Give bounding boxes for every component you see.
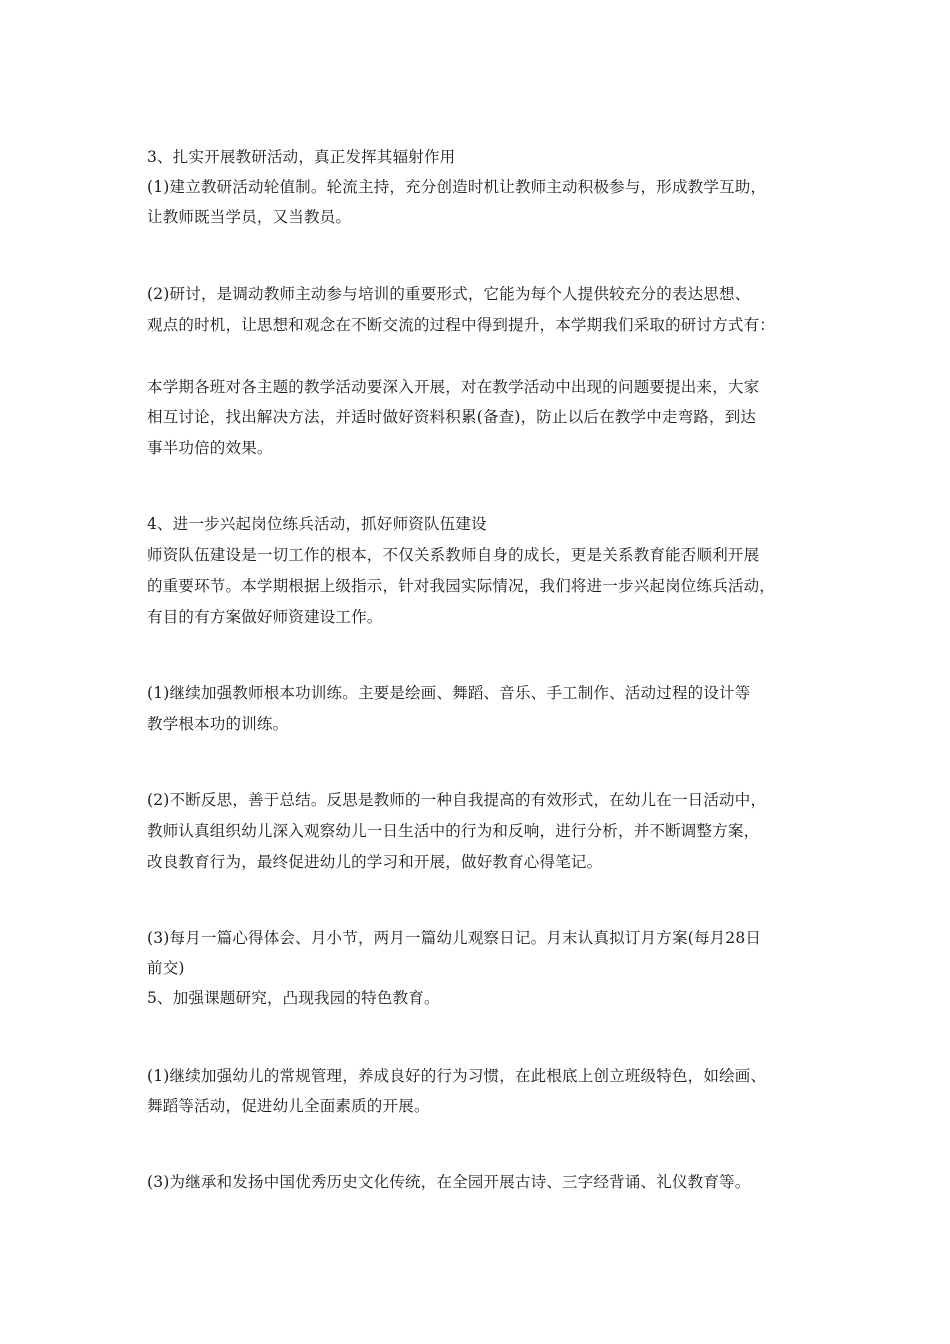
- paragraph-line: 本学期各班对各主题的教学活动要深入开展，对在教学活动中出现的问题要提出来，大家: [147, 378, 760, 396]
- paragraph-line: (3)每月一篇心得体会、月小节，两月一篇幼儿观察日记。月末认真拟订月方案(每月28日: [147, 929, 762, 947]
- paragraph-line: 教学根本功的训练。: [147, 715, 289, 733]
- paragraph-line: 让教师既当学员，又当教员。: [147, 208, 352, 226]
- paragraph-line: (2)不断反思，善于总结。反思是教师的一种自我提高的有效形式，在幼儿在一日活动中，: [147, 791, 767, 809]
- paragraph-line: (2)研讨，是调动教师主动参与培训的重要形式，它能为每个人提供较充分的表达思想、: [147, 285, 751, 303]
- section-heading-5: 5、加强课题研究，凸现我园的特色教育。: [147, 989, 440, 1007]
- paragraph-line: 舞蹈等活动，促进幼儿全面素质的开展。: [147, 1097, 430, 1115]
- paragraph-line: (1)继续加强教师根本功训练。主要是绘画、舞蹈、音乐、手工制作、活动过程的设计等: [147, 684, 751, 702]
- paragraph-line: (3)为继承和发扬中国优秀历史文化传统，在全园开展古诗、三字经背诵、礼仪教育等。: [147, 1173, 751, 1191]
- paragraph-line: 事半功倍的效果。: [147, 439, 273, 457]
- section-heading-3: 3、扎实开展教研活动，真正发挥其辐射作用: [147, 148, 456, 166]
- paragraph-line: 相互讨论，找出解决方法，并适时做好资料积累(备查)，防止以后在教学中走弯路，到达: [147, 408, 757, 426]
- paragraph-line: 有目的有方案做好师资建设工作。: [147, 608, 383, 626]
- section-heading-4: 4、进一步兴起岗位练兵活动，抓好师资队伍建设: [147, 515, 487, 533]
- paragraph-line: 的重要环节。本学期根据上级指示，针对我园实际情况，我们将进一步兴起岗位练兵活动，: [147, 577, 776, 595]
- paragraph-line: (1)建立教研活动轮值制。轮流主持，充分创造时机让教师主动积极参与，形成教学互助，: [147, 178, 767, 196]
- paragraph-line: 前交): [147, 959, 185, 977]
- paragraph-line: 改良教育行为，最终促进幼儿的学习和开展，做好教育心得笔记。: [147, 853, 603, 871]
- paragraph-line: 师资队伍建设是一切工作的根本，不仅关系教师自身的成长，更是关系教育能否顺利开展: [147, 546, 760, 564]
- paragraph-line: 教师认真组织幼儿深入观察幼儿一日生活中的行为和反响，进行分析，并不断调整方案，: [147, 822, 760, 840]
- paragraph-line: (1)继续加强幼儿的常规管理，养成良好的行为习惯，在此根底上创立班级特色，如绘画、: [147, 1067, 767, 1085]
- paragraph-line: 观点的时机，让思想和观念在不断交流的过程中得到提升，本学期我们采取的研讨方式有：: [147, 316, 776, 334]
